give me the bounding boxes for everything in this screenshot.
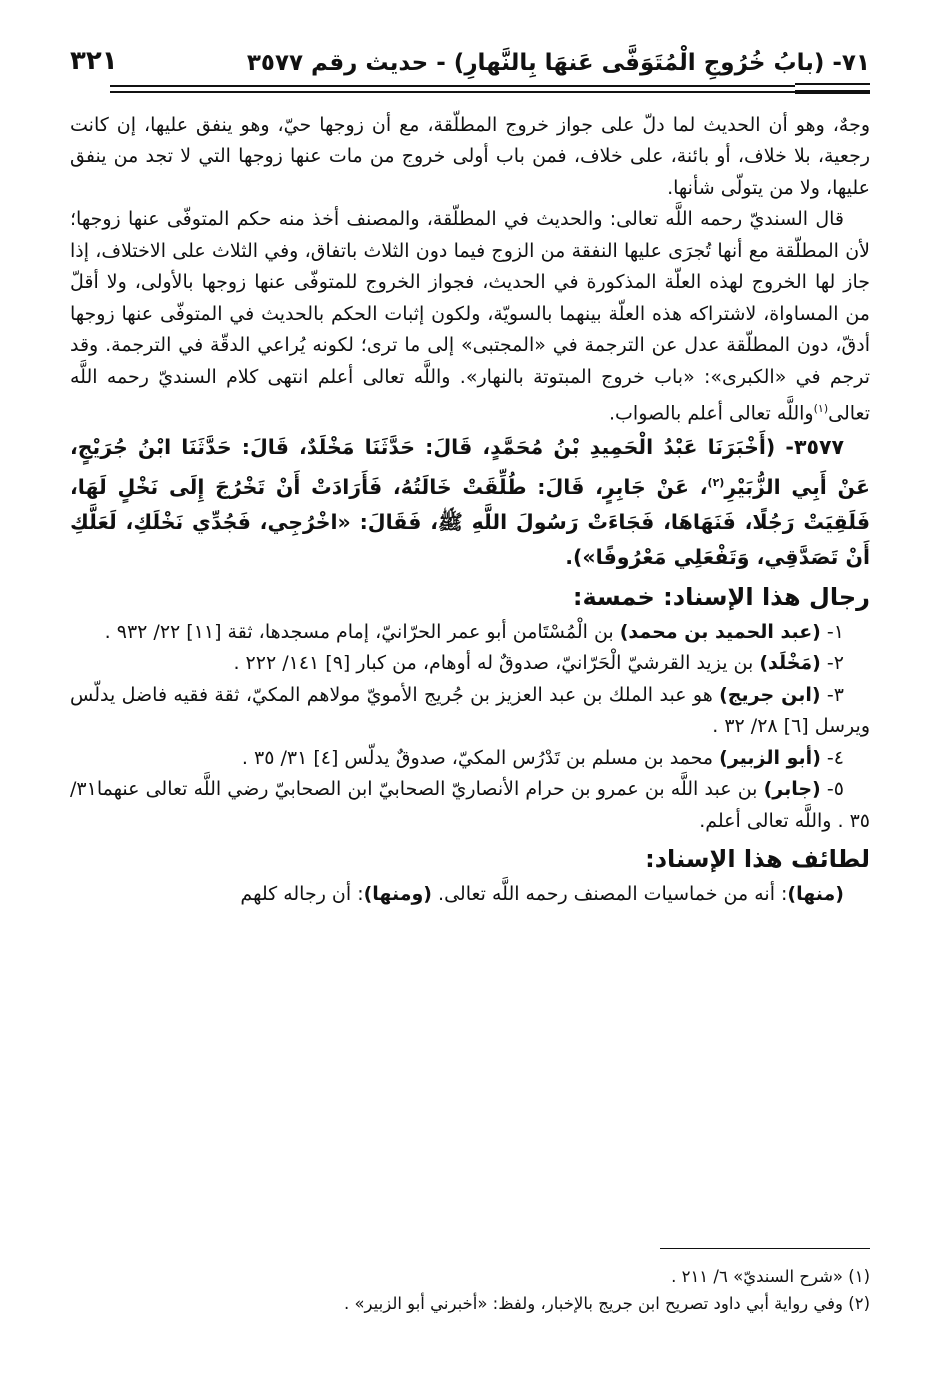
footnote-list: [70, 1263, 870, 1317]
narrator-text: بن عبد اللَّه بن عمرو بن حرام الأنصاريّ الصحابيّ ابن الصحابيّ رضي اللَّه تعالى عنهما٣١/ ٣٥ . واللَّه تعالى أعلم.: [70, 778, 870, 832]
lataif-label: (ومنها): [363, 883, 432, 906]
narrator-entry: [70, 743, 870, 775]
narrator-name: (ابن جريج): [719, 683, 821, 706]
body-text: [70, 110, 870, 911]
footnote-marker: (١): [813, 402, 829, 415]
footnote-marker: (٢): [707, 475, 725, 489]
narrator-name: (أبو الزبير): [719, 746, 821, 769]
narrator-number: ٥-: [820, 778, 844, 801]
narrator-number: ٢-: [820, 652, 844, 675]
paragraph: وجهٌ، وهو أن الحديث لما دلّ على جواز خروج المطلّقة، مع أن زوجها حيّ، وهو ينفق عليها، إن كانت رجعية، بلا خلاف، أو بائنة، على خلاف، فمن باب أولى خروج من مات عنها زوجها التي لا تجد من ينفق عليها، ولا من يتولّى شأنها.: [70, 113, 870, 199]
chapter-title: ٧١- (بابُ خُرُوجِ الْمُتَوَفَّى عَنهَا بِالنَّهارِ) - حديث رقم ٣٥٧٧: [246, 49, 870, 76]
hadith-part: ٣٥٧٧- (أَخْبَرَنَا عَبْدُ الْحَمِيدِ بْنُ مُحَمَّدٍ، قَالَ: حَدَّثَنَا مَخْلَدٌ، قَالَ: حَدَّثَنَا ابْنُ جُرَيْجٍ، عَنْ أَبِي الزُّبَيْرِ: [70, 434, 870, 499]
footnote: (١) «شرح السنديّ» ٦/ ٢١١ .: [671, 1267, 870, 1286]
narrator-number: ١-: [820, 620, 844, 643]
footnotes: [70, 1248, 870, 1317]
header-rule-short: [795, 83, 870, 94]
lataif-body: : أنه من خماسيات المصنف رحمه اللَّه تعالى.: [431, 883, 788, 906]
footnote: (٢) وفي رواية أبي داود تصريح ابن جريج بالإخبار، ولفظ: «أخبرني أبو الزبير» .: [343, 1294, 870, 1313]
book-page: [70, 45, 870, 911]
hadith-part: ، عَنْ جَابِرٍ، قَالَ: طُلِّقَتْ خَالَتُهُ، فَأَرَادَتْ أَنْ تَخْرُجَ إِلَى نَخْلٍ لَهَا، فَلَقِيَتْ رَجُلًا، فَنَهَاهَا، فَجَاءَتْ رَسُولَ اللَّهِ ﷺ، فَقَالَ: «اخْرُجِي، فَجُدِّي نَخْلَكِ، لَعَلَّكِ أَنْ تَصَدَّقِي، وَتَفْعَلِي مَعْرُوفًا»).: [70, 474, 870, 569]
lataif-text: [70, 879, 870, 911]
narrator-entry: [70, 680, 870, 743]
narrator-name: (مَخْلَد): [759, 652, 821, 675]
narrator-number: ٣-: [820, 683, 845, 706]
narrator-entry: [70, 648, 870, 680]
narrator-text: بن الْمُسْتَامن أبو عمر الحرّانيّ، إمام مسجدها، ثقة [١١] ٢٢/ ٩٣٢ .: [104, 620, 620, 643]
narrator-text: بن يزيد القرشيّ الْحَرّانيّ، صدوقٌ له أوهام، من كبار [٩] ١٤١/ ٢٢٢ .: [233, 652, 760, 675]
narrator-text: هو عبد الملك بن عبد العزيز بن جُريج الأمويّ مولاهم المكيّ، ثقة فقيه فاضل يدلّس ويرسل [٦] ٢٨/ ٣٢ .: [70, 683, 870, 738]
narrator-text: محمد بن مسلم بن تَدْرُس المكيّ، صدوقٌ يدلّس [٤] ٣١/ ٣٥ .: [241, 746, 720, 769]
narrator-name: (جابر): [763, 778, 821, 801]
lataif-label: (منها): [787, 883, 844, 906]
paragraph-text: قال السنديّ رحمه اللَّه تعالى: والحديث في المطلّقة، والمصنف أخذ منه حكم المتوفّى عنها زوجها؛ لأن المطلّقة مع أنها تُجرَى عليها النفقة من الزوج فيما دون الثلاث باتفاق، وفي الثلاث على الاختلاف، إذا جاز لها الخروج لهذه العلّة المذكورة في الحديث، فجواز الخروج للمتوفّى عنها زوجها بالأولى، ولا أقلّ من المساواة، لاشتراكه هذه العلّة بينهما بالسويّة، ولكون إثبات الحكم بالحديث في المتوفّى عنها زوجها أدقّ، دون المطلّقة عدل عن الترجمة في «المجتبى» إلى ما ترى؛ لكونه يُراعي الدقّة في الترجمة. وقد ترجم في «الكبرى»: «باب خروج المبتوتة بالنهار». واللَّه تعالى أعلم انتهى كلام السنديّ رحمه اللَّه تعالى: [70, 208, 870, 425]
page-header: [70, 45, 870, 78]
narrator-entry: [70, 617, 870, 649]
paragraph: [70, 204, 870, 430]
lataif-body: : أن رجاله كلهم: [240, 883, 364, 906]
paragraph-text: واللَّه تعالى أعلم بالصواب.: [608, 402, 814, 425]
page-number: ٣٢١: [70, 46, 118, 76]
rijal-heading: رجال هذا الإسناد: خمسة:: [572, 582, 870, 611]
narrator-entry: [70, 774, 870, 837]
lataif-heading: لطائف هذا الإسناد:: [645, 845, 870, 874]
header-rule-long: [110, 85, 795, 93]
header-rule: [70, 82, 870, 96]
footnote-rule: [660, 1248, 870, 1249]
hadith-text: [70, 430, 870, 575]
narrator-number: ٤-: [820, 746, 844, 769]
narrator-name: (عبد الحميد بن محمد): [619, 620, 821, 643]
